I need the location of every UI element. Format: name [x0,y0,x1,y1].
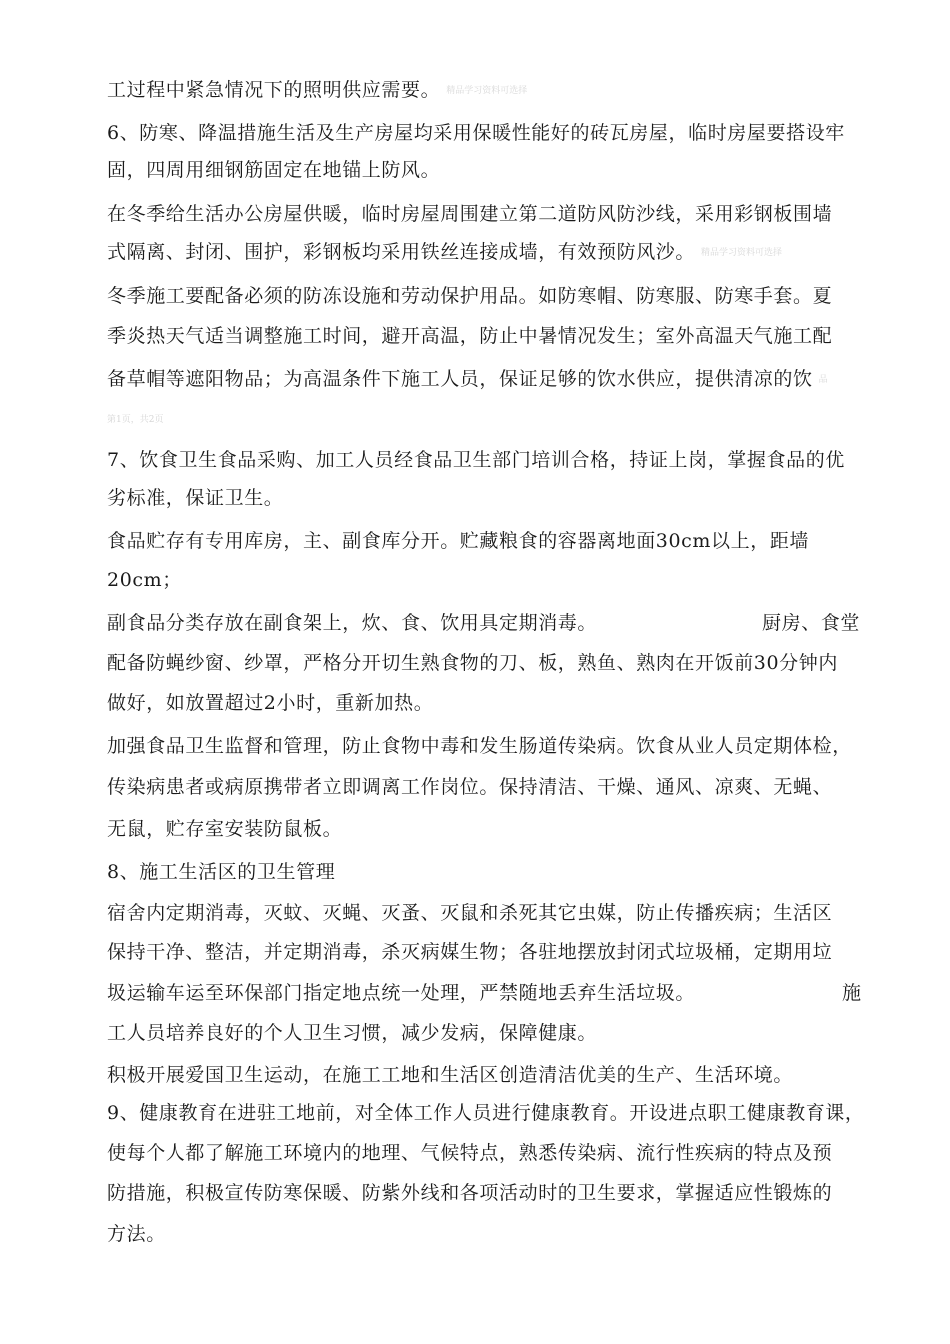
text-line: 厨房、食堂 [762,612,861,634]
paragraph-6-heading: 6、防寒、降温措施生活及生产房屋均采用保暖性能好的砖瓦房屋，临时房屋要搭设牢 [107,122,845,144]
text-line: 保持干净、整洁，并定期消毒，杀灭病媒生物；各驻地摆放封闭式垃圾桶，定期用垃 [107,941,833,963]
text-line: 季炎热天气适当调整施工时间，避开高温，防止中暑情况发生；室外高温天气施工配 [107,325,833,347]
text-line: 食品贮存有专用库房，主、副食库分开。贮藏粮食的容器离地面30cm以上，距墙 [107,530,810,552]
text-line: 备草帽等遮阳物品；为高温条件下施工人员，保证足够的饮水供应，提供清凉的饮 品 [107,368,828,390]
text-line: 无鼠，贮存室安装防鼠板。 [107,818,343,840]
text-line: 劣标准，保证卫生。 [107,487,284,509]
text-line: 施 [842,982,862,1004]
text-line: 圾运输车运至环保部门指定地点统一处理，严禁随地丢弃生活垃圾。 [107,982,696,1004]
text-line: 配备防蝇纱窗、纱罩，严格分开切生熟食物的刀、板，熟鱼、熟肉在开饭前30分钟内 [107,652,838,674]
text-line: 冬季施工要配备必须的防冻设施和劳动保护用品。如防寒帽、防寒服、防寒手套。夏 [107,285,833,307]
watermark-text: 精品学习资料可选择 [446,86,528,96]
text-line: 传染病患者或病原携带者立即调离工作岗位。保持清洁、干燥、通风、凉爽、无蝇、 [107,776,833,798]
text-line: 方法。 [107,1223,166,1245]
text-line: 做好，如放置超过2小时，重新加热。 [107,692,434,714]
watermark-text: 精品学习资料可选择 [701,248,783,258]
text-line: 防措施，积极宣传防寒保暖、防紫外线和各项活动时的卫生要求，掌握适应性锻炼的 [107,1182,833,1204]
text-line: 固，四周用细钢筋固定在地锚上防风。 [107,159,441,181]
paragraph-7-heading: 7、饮食卫生食品采购、加工人员经食品卫生部门培训合格，持证上岗，掌握食品的优 [107,449,845,471]
paragraph-9-heading: 9、健康教育在进驻工地前，对全体工作人员进行健康教育。开设进点职工健康教育课， [107,1102,865,1124]
text-line: 式隔离、封闭、围护，彩钢板均采用铁丝连接成墙，有效预防风沙。 精品学习资料可选择 [107,241,783,263]
text-line: 20cm； [107,569,182,591]
watermark-text: 品 [818,375,828,385]
text-line: 宿舍内定期消毒，灭蚊、灭蝇、灭蚤、灭鼠和杀死其它虫媒，防止传播疾病；生活区 [107,902,833,924]
text-line: 积极开展爱国卫生运动，在施工工地和生活区创造清洁优美的生产、生活环境。 [107,1064,794,1086]
paragraph-8-heading: 8、施工生活区的卫生管理 [107,861,336,883]
text-line: 副食品分类存放在副食架上，炊、食、饮用具定期消毒。 [107,612,598,634]
text-line: 使每个人都了解施工环境内的地理、气候特点，熟悉传染病、流行性疾病的特点及预 [107,1142,833,1164]
text-line: 工人员培养良好的个人卫生习惯，减少发病，保障健康。 [107,1022,598,1044]
watermark-text: 第1页，共2页 [107,415,164,425]
text-line: 工过程中紧急情况下的照明供应需要。 精品学习资料可选择 [107,79,528,101]
text-line: 在冬季给生活办公房屋供暖，临时房屋周围建立第二道防风防沙线，采用彩钢板围墙 [107,203,833,225]
text-line: 加强食品卫生监督和管理，防止食物中毒和发生肠道传染病。饮食从业人员定期体检， [107,735,852,757]
